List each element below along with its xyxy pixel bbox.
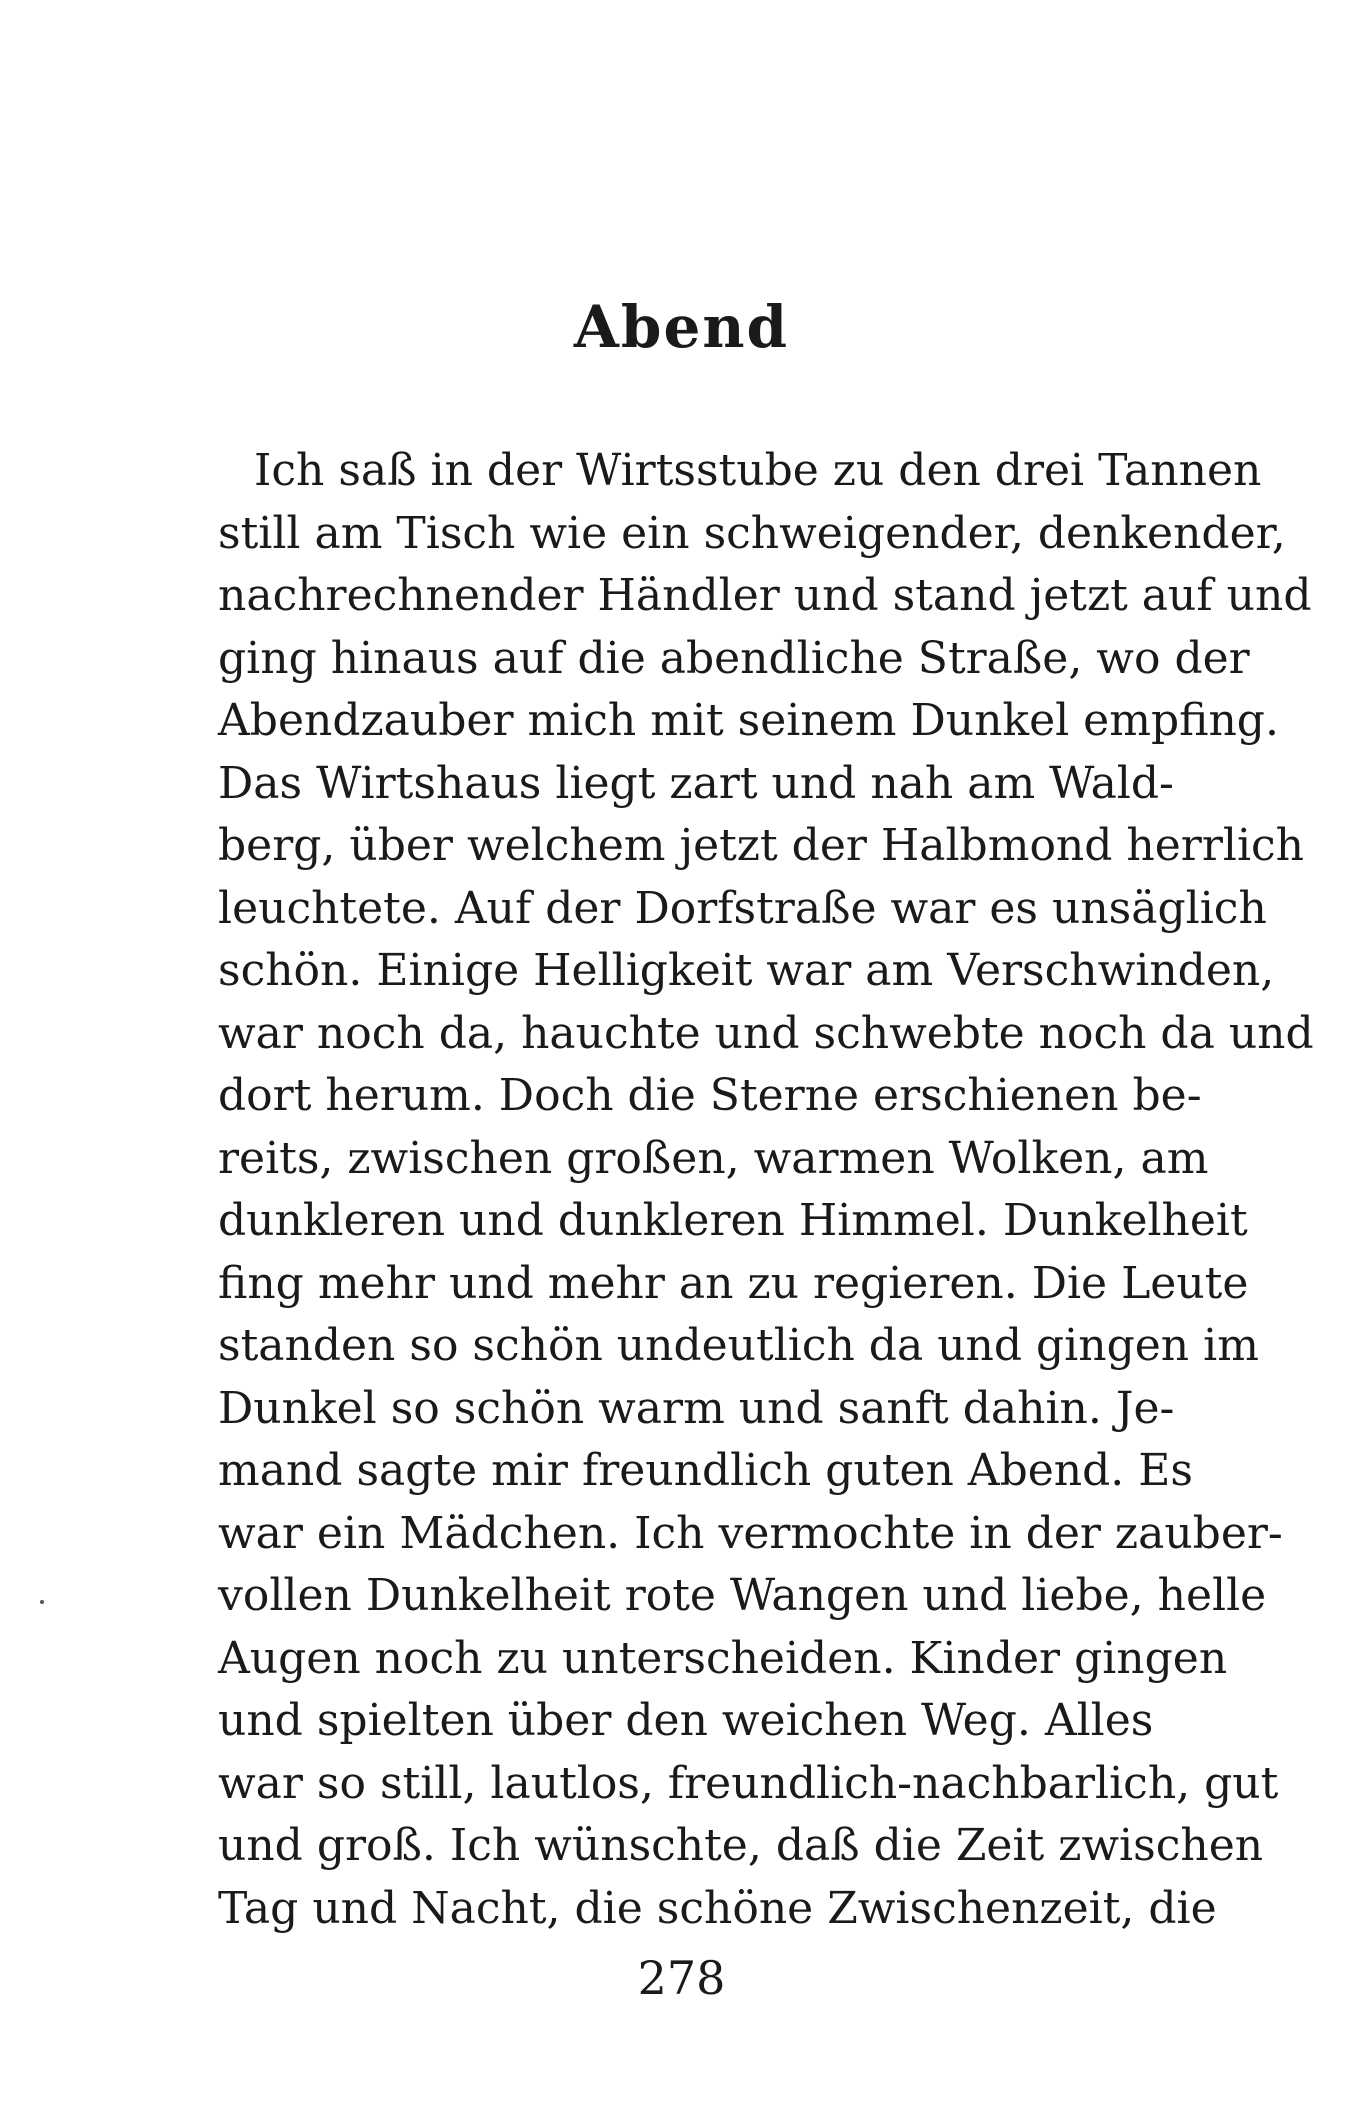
text-line: dort herum. Doch die Sterne erschienen be-	[218, 1070, 1202, 1121]
text-line: vollen Dunkelheit rote Wangen und liebe, helle	[218, 1570, 1267, 1621]
page-number: 278	[637, 1951, 726, 2005]
text-line: Tag und Nacht, die schöne Zwischenzeit, die	[218, 1882, 1217, 1934]
text-line: still am Tisch wie ein schweigender, denkender,	[218, 507, 1286, 559]
text-line: fing mehr und mehr an zu regieren. Die Leute	[218, 1257, 1249, 1309]
body-text	[218, 440, 1314, 1940]
text-line: ging hinaus auf die abendliche Straße, wo der	[218, 632, 1250, 684]
text-line: war so still, lautlos, freundlich-nachbarlich, gut	[218, 1757, 1279, 1809]
text-line: schön. Einige Helligkeit war am Verschwinden,	[218, 945, 1275, 996]
text-line: war noch da, hauchte und schwebte noch da und	[218, 1007, 1314, 1059]
text-line: berg, über welchem jetzt der Halbmond herrlich	[218, 820, 1304, 871]
text-line: dunkleren und dunkleren Himmel. Dunkelheit	[218, 1195, 1248, 1246]
text-line: und groß. Ich wünschte, daß die Zeit zwischen	[218, 1820, 1264, 1871]
text-line: nachrechnender Händler und stand jetzt auf und	[218, 570, 1312, 621]
scan-speck	[40, 1600, 44, 1604]
text-line: Abendzauber mich mit seinem Dunkel empfing.	[218, 695, 1279, 746]
text-line: standen so schön undeutlich da und gingen im	[218, 1320, 1259, 1371]
text-line: Dunkel so schön warm und sanft dahin. Je-	[218, 1382, 1175, 1434]
text-line: mand sagte mir freundlich guten Abend. Es	[218, 1445, 1193, 1496]
text-line: Ich saß in der Wirtsstube zu den drei Tannen	[254, 445, 1262, 496]
text-line: reits, zwischen großen, warmen Wolken, am	[218, 1132, 1209, 1184]
text-line: leuchtete. Auf der Dorfstraße war es unsäglich	[218, 882, 1267, 934]
text-line: war ein Mädchen. Ich vermochte in der zauber-	[218, 1507, 1283, 1559]
text-line: Augen noch zu unterscheiden. Kinder gingen	[218, 1632, 1228, 1684]
text-line: und spielten über den weichen Weg. Alles	[218, 1695, 1154, 1746]
chapter-title: Abend	[573, 293, 790, 361]
text-line: Das Wirtshaus liegt zart und nah am Wald-	[218, 757, 1174, 809]
